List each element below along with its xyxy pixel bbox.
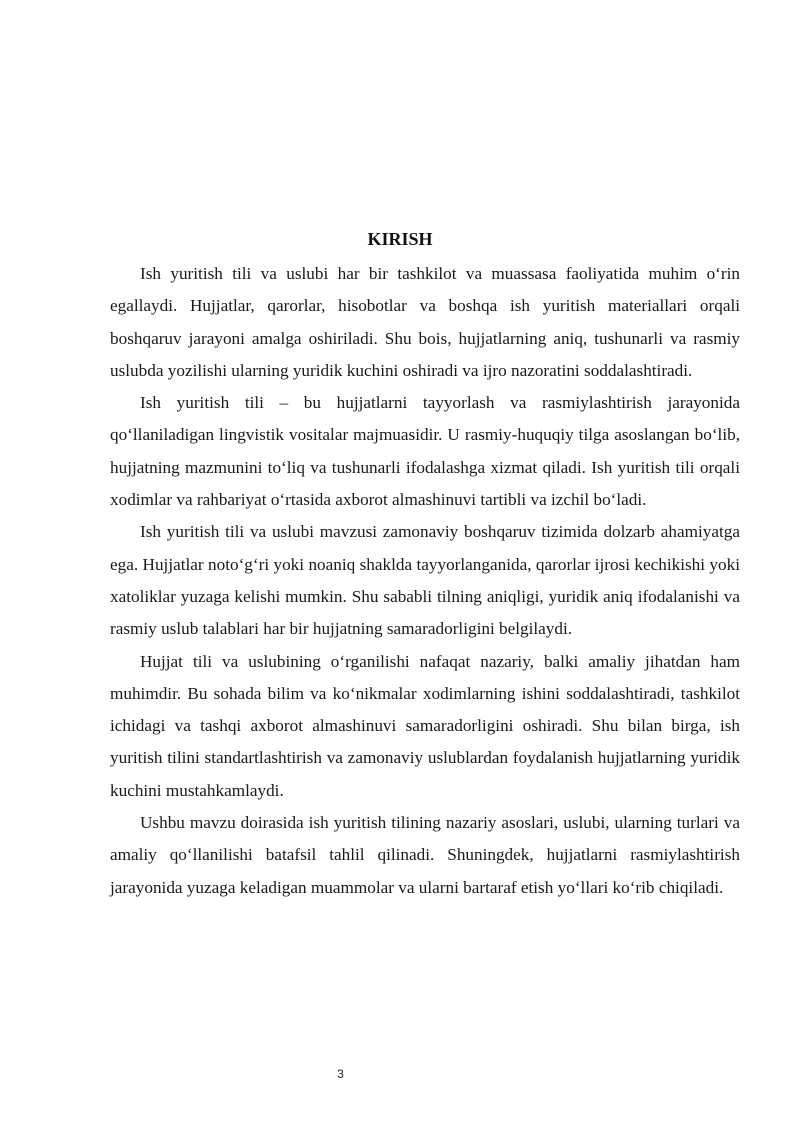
paragraph: Ish yuritish tili va uslubi har bir tashkilot va muassasa faoliyatida muhim o‘rin egallaydi. Hujjatlar, qarorlar, hisobotlar va boshqa ish yuritish materiallari orqali boshqaruv jarayoni amalga oshiriladi. Shu bois, hujjatlarning aniq, tushunarli va rasmiy uslubda yozilishi ularning yuridik kuchini oshiradi va ijro nazoratini soddalashtiradi.	[110, 264, 740, 380]
paragraph: Ushbu mavzu doirasida ish yuritish tilining nazariy asoslari, uslubi, ularning turlari va amaliy qo‘llanilishi batafsil tahlil qilinadi. Shuningdek, hujjatlarni rasmiylashtirish jarayonida yuzaga keladigan muammolar va ularni bartaraf etish yo‘llari ko‘rib chiqiladi.	[110, 813, 740, 897]
body-text	[110, 258, 740, 904]
paragraph: Ish yuritish tili va uslubi mavzusi zamonaviy boshqaruv tizimida dolzarb ahamiyatga ega. Hujjatlar noto‘g‘ri yoki noaniq shaklda tayyorlanganida, qarorlar ijrosi kechikishi yoki xatoliklar yuzaga kelishi mumkin. Shu sababli tilning aniqligi, yuridik aniq ifodalanishi va rasmiy uslub talablari har bir hujjatning samaradorligini belgilaydi.	[110, 522, 740, 639]
page-number: 3	[337, 1067, 344, 1081]
paragraph: Hujjat tili va uslubining o‘rganilishi nafaqat nazariy, balki amaliy jihatdan ham muhimdir. Bu sohada bilim va ko‘nikmalar xodimlarning ishini soddalashtiradi, tashkilot ichidagi va tashqi axborot almashinuvi samaradorligini oshiradi. Shu bilan birga, ish yuritish tilini standartlashtirish va zamonaviy uslublardan foydalanish hujjatlarning yuridik kuchini mustahkamlaydi.	[110, 651, 740, 800]
paragraph: Ish yuritish tili – bu hujjatlarni tayyorlash va rasmiylashtirish jarayonida qo‘llaniladigan lingvistik vositalar majmuasidir. U rasmiy-huquqiy tilga asoslangan bo‘lib, hujjatning mazmunini to‘liq va tushunarli ifodalashga xizmat qiladi. Ish yuritish tili orqali xodimlar va rahbariyat o‘rtasida axborot almashinuvi tartibli va izchil bo‘ladi.	[110, 393, 740, 510]
section-heading: KIRISH	[367, 229, 433, 249]
